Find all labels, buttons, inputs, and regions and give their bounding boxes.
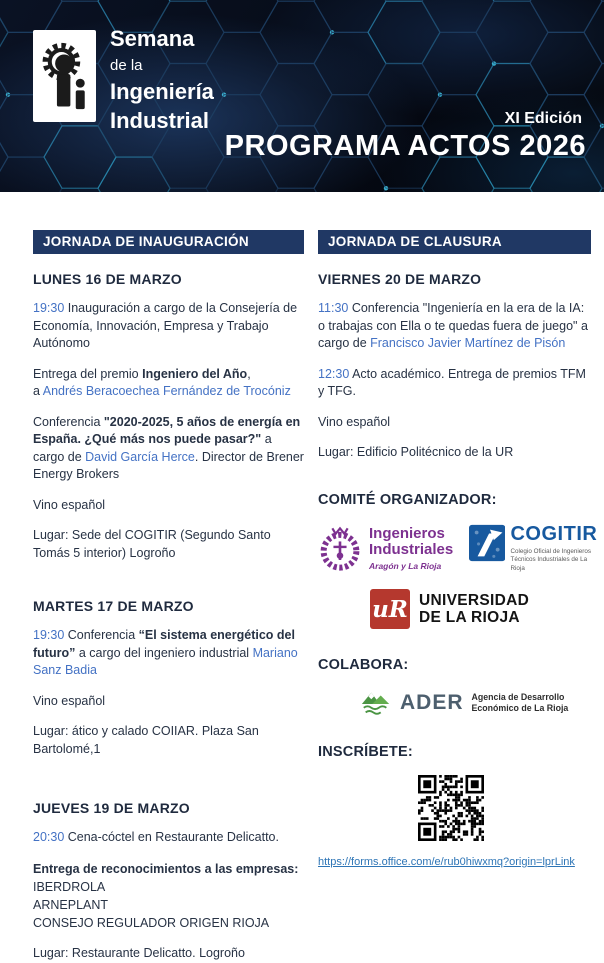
signup-link[interactable]: https://forms.office.com/e/rub0hiwxmq?origin=lprLink: [318, 856, 575, 868]
committee-heading: COMITÉ ORGANIZADOR:: [318, 491, 497, 508]
cogitir-sub2: Técnicos Industriales de La Rioja: [510, 556, 588, 572]
laurel-crest-icon: [318, 524, 362, 572]
cogitir-name: COGITIR: [510, 522, 598, 545]
company-name: ARNEPLANT: [33, 897, 109, 912]
person-name: Francisco Javier Martínez de Pisón: [370, 336, 566, 350]
date-heading-martes: MARTES 17 DE MARZO: [33, 598, 194, 614]
date-heading-lunes: LUNES 16 DE MARZO: [33, 271, 182, 287]
event-text: Conferencia: [64, 628, 139, 642]
wine-note: Vino español: [318, 414, 391, 429]
universidad-text: [419, 592, 529, 627]
event-inauguracion: [33, 300, 304, 353]
event-time: 19:30: [33, 628, 65, 642]
talk-title: “El sistema energético del futuro”: [33, 628, 295, 660]
event-text: Cena-cóctel en Restaurante Delicatto.: [64, 830, 279, 844]
event-text: a cargo del ingeniero industrial: [75, 645, 253, 660]
universidad-line2: DE LA RIOJA: [419, 609, 520, 626]
venue-line: Lugar: Edificio Politécnico de la UR: [318, 445, 514, 459]
ader-logo: [360, 688, 591, 718]
cogitir-logo: [469, 524, 599, 574]
engineer-gear-icon: [39, 35, 91, 117]
event-text: Entrega del premio: [33, 366, 143, 381]
universidad-line1: UNIVERSIDAD: [419, 591, 530, 609]
recognition-title: Entrega de reconocimientos a las empresas:: [33, 861, 299, 876]
wine-note: Vino español: [33, 497, 106, 512]
semana-logo: [33, 30, 96, 122]
ader-name: ADER: [400, 691, 464, 714]
mountain-icon: [360, 688, 392, 718]
date-heading-jueves: JUEVES 19 DE MARZO: [33, 800, 190, 816]
ingenieros-line1: Ingenieros: [369, 525, 445, 542]
cogitir-arrow-icon: [469, 524, 505, 562]
event-cena: [33, 829, 304, 847]
organizer-logos-row: [318, 522, 598, 574]
brand-line-4: Industrial: [110, 108, 210, 133]
award-name: Ingeniero del Año: [142, 366, 248, 381]
signup-heading: INSCRÍBETE:: [318, 744, 413, 760]
header-banner: [0, 0, 604, 192]
cogitir-sub1: Colegio Oficial de Ingenieros: [510, 547, 591, 555]
event-text: Inauguración a cargo de la Consejería de Economía, Innovación, Empresa y Trabajo Autónomo: [33, 301, 298, 350]
ingenieros-line2: Industriales: [369, 540, 454, 558]
person-name: David García Herce: [85, 449, 195, 464]
ader-sub2: Económico de La Rioja: [471, 703, 569, 713]
brand-line-3: Ingeniería: [110, 79, 214, 104]
company-name: CONSEJO REGULADOR ORIGEN RIOJA: [33, 915, 270, 930]
ingenieros-text: [369, 526, 453, 571]
event-acto-academico: [318, 366, 591, 401]
wine-note: Vino español: [33, 693, 106, 708]
event-time: 12:30: [318, 366, 350, 381]
column-inauguracion: [33, 230, 304, 963]
event-text: . Director de Brener Energy Brokers: [33, 449, 304, 481]
company-name: IBERDROLA: [33, 879, 106, 894]
ingenieros-industriales-logo: [318, 524, 453, 572]
event-text: a: [33, 384, 43, 398]
event-conferencia-futuro: [33, 627, 304, 680]
ader-sub1: Agencia de Desarrollo: [471, 692, 565, 703]
cogitir-text: [510, 524, 599, 574]
brand-line-1: Semana: [110, 26, 195, 51]
section-bar-inauguracion: JORNADA DE INAUGURACIÓN: [33, 230, 304, 254]
qr-code: [418, 775, 484, 841]
event-conferencia-energia: [33, 414, 304, 484]
event-conferencia-ia: [318, 300, 591, 353]
brand-title: [110, 28, 214, 132]
event-text: Conferencia "Ingeniería en la era de la IA: o trabajas con Ella o te quedas fuera de juego" a cargo de: [318, 301, 588, 350]
person-name: Andrés Beracoechea Fernández de Trocóniz: [42, 384, 291, 398]
event-text: a cargo de: [33, 432, 272, 464]
talk-title: "2020-2025, 5 años de energía en España. ¿Qué más nos puede pasar?": [33, 414, 301, 446]
edition-label: XI Edición: [504, 110, 582, 127]
ur-monogram: uR: [370, 589, 410, 629]
universidad-rioja-logo: [370, 589, 591, 629]
date-heading-viernes: VIERNES 20 DE MARZO: [318, 271, 482, 287]
event-premio: [33, 366, 304, 401]
collaborate-heading: COLABORA:: [318, 657, 409, 673]
venue-line: Lugar: Restaurante Delicatto. Logroño: [33, 946, 245, 960]
ingenieros-region: Aragón y La Rioja: [369, 560, 442, 571]
person-name: Mariano Sanz Badia: [33, 645, 298, 677]
venue-line: Lugar: ático y calado COIIAR. Plaza San Bartolomé,1: [33, 724, 259, 756]
brand-line-2: de la: [110, 57, 143, 74]
section-bar-clausura: JORNADA DE CLAUSURA: [318, 230, 591, 254]
program-title: PROGRAMA ACTOS 2026: [224, 130, 586, 162]
ader-sub: [472, 692, 569, 714]
qr-code-image: [418, 775, 484, 841]
event-time: 20:30: [33, 830, 65, 844]
event-text: Conferencia: [33, 414, 104, 429]
recognition-block: [33, 860, 304, 933]
column-clausura: [318, 230, 598, 870]
event-text: ,: [247, 366, 251, 381]
event-text: Acto académico. Entrega de premios TFM y TFG.: [318, 366, 586, 398]
venue-line: Lugar: Sede del COGITIR (Segundo Santo Tomás 5 interior) Logroño: [33, 528, 271, 560]
event-time: 11:30: [318, 301, 349, 315]
event-time: 19:30: [33, 301, 65, 315]
